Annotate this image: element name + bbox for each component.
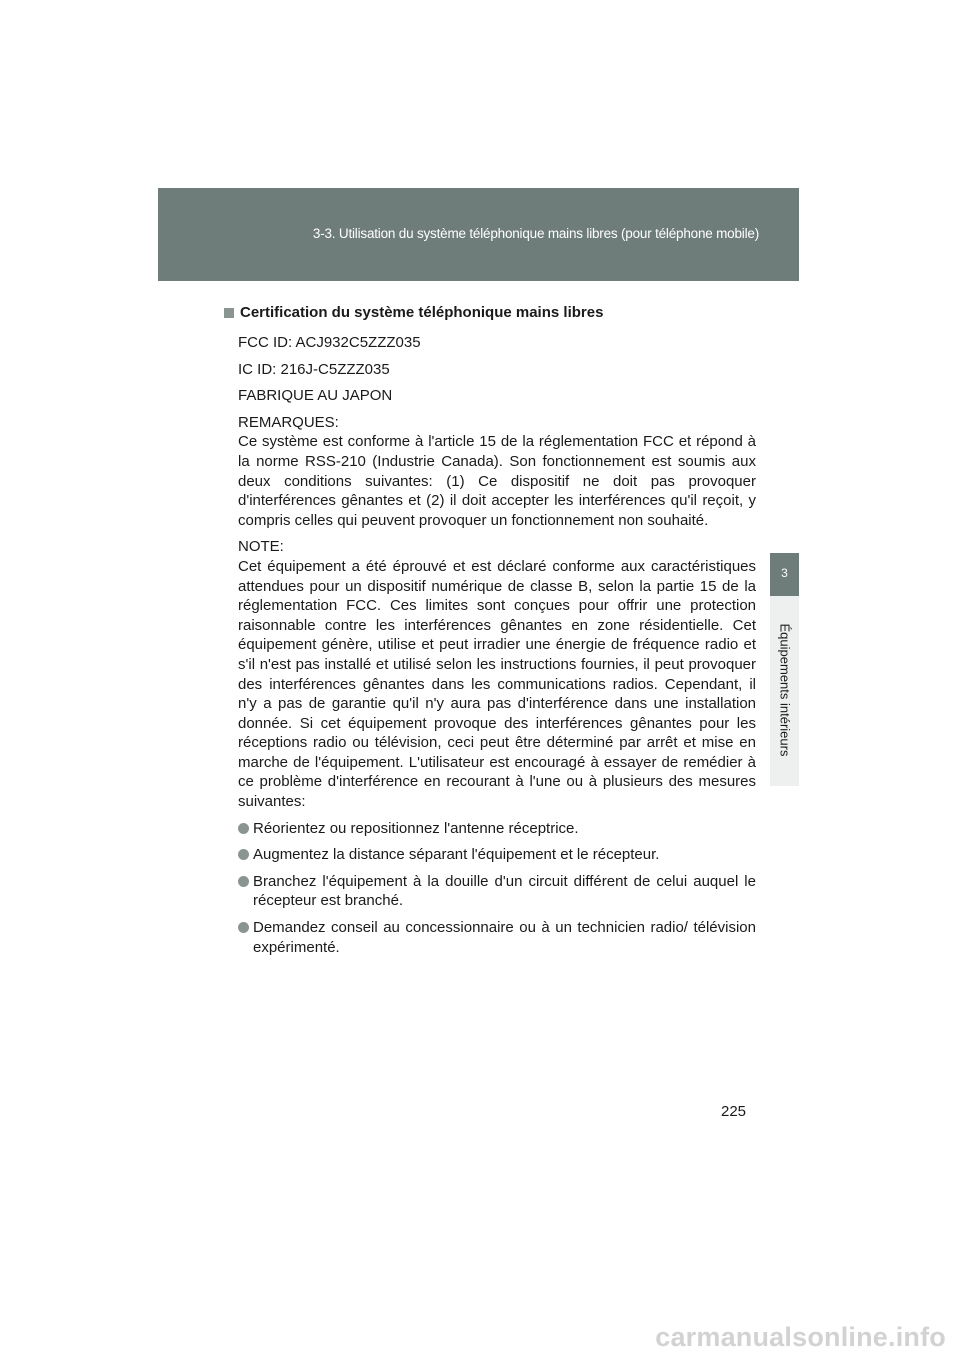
header-title: 3-3. Utilisation du système téléphonique mains libres (pour téléphone mobile) <box>312 226 759 241</box>
square-bullet-icon <box>224 308 234 318</box>
made-in: FABRIQUE AU JAPON <box>238 387 393 405</box>
list-item <box>238 918 756 957</box>
chapter-number: 3 <box>781 566 788 580</box>
chapter-label: Équipements intérieurs <box>777 623 793 757</box>
list-item-text: Réorientez ou repositionnez l'antenne réceptrice. <box>253 819 579 837</box>
ic-id: IC ID: 216J-C5ZZZ035 <box>238 360 390 378</box>
circle-bullet-icon <box>238 823 249 834</box>
remarks-block <box>238 413 756 531</box>
header-bar <box>158 188 799 281</box>
remarks-title: REMARQUES: <box>238 413 339 431</box>
remarks-text: Ce système est conforme à l'article 15 de la réglementation FCC et répond à la norme RSS-210 (Industrie Canada). Son fonctionnement est soumis aux deux conditions suivantes: (1) Ce dispositif ne doit pas provoquer d'interférences gênantes et (2) il doit accepter les interférences qu'il reçoit, y compris celles qui peuvent provoquer un fonctionnement non souhaité. <box>238 433 756 529</box>
note-block <box>238 537 756 811</box>
list-item-text: Augmentez la distance séparant l'équipement et le récepteur. <box>253 846 660 864</box>
section-body <box>224 333 756 957</box>
section-title: Certification du système téléphonique mains libres <box>240 304 604 321</box>
chapter-number-block <box>770 553 799 596</box>
note-title: NOTE: <box>238 538 284 556</box>
circle-bullet-icon <box>238 922 249 933</box>
page-number: 225 <box>721 1103 747 1120</box>
circle-bullet-icon <box>238 876 249 887</box>
list-item-text: Demandez conseil au concessionnaire ou à un technicien radio/ télévision expérimenté. <box>253 919 756 956</box>
list-item <box>238 819 756 839</box>
fcc-id: FCC ID: ACJ932C5ZZZ035 <box>238 334 421 351</box>
list-item <box>238 872 756 911</box>
circle-bullet-icon <box>238 849 249 860</box>
section-heading <box>224 304 756 321</box>
content <box>224 304 756 964</box>
note-text: Cet équipement a été éprouvé et est déclaré conforme aux caractéristiques attendues pour un dispositif numérique de classe B, selon la partie 15 de la réglementation FCC. Ces limites sont conçues pour offrir une protection raisonnable contre les interférences gênantes en zone résidentielle. Cet équipement génère, utilise et peut irradier une énergie de fréquence radio et s'il n'est pas installé et utilisé selon les instructions fournies, il peut provoquer des interférences gênantes dans les communications radios. Cependant, il n'y a pas de garantie qu'il n'y aura pas d'interférence dans une installation donnée. Si cet équipement provoque des interférences gênantes pour les réceptions radio ou télévision, ceci peut être déterminé par arrêt et mise en marche de l'équipement. L'utilisateur est encouragé à essayer de remédier à ce problème d'interférence en recourant à l'une ou à plusieurs des mesures suivantes: <box>238 557 756 811</box>
list-item-text: Branchez l'équipement à la douille d'un circuit différent de celui auquel le récepteur est branché. <box>253 872 756 910</box>
watermark: carmanualsonline.info <box>655 1322 946 1352</box>
list-item <box>238 845 756 865</box>
